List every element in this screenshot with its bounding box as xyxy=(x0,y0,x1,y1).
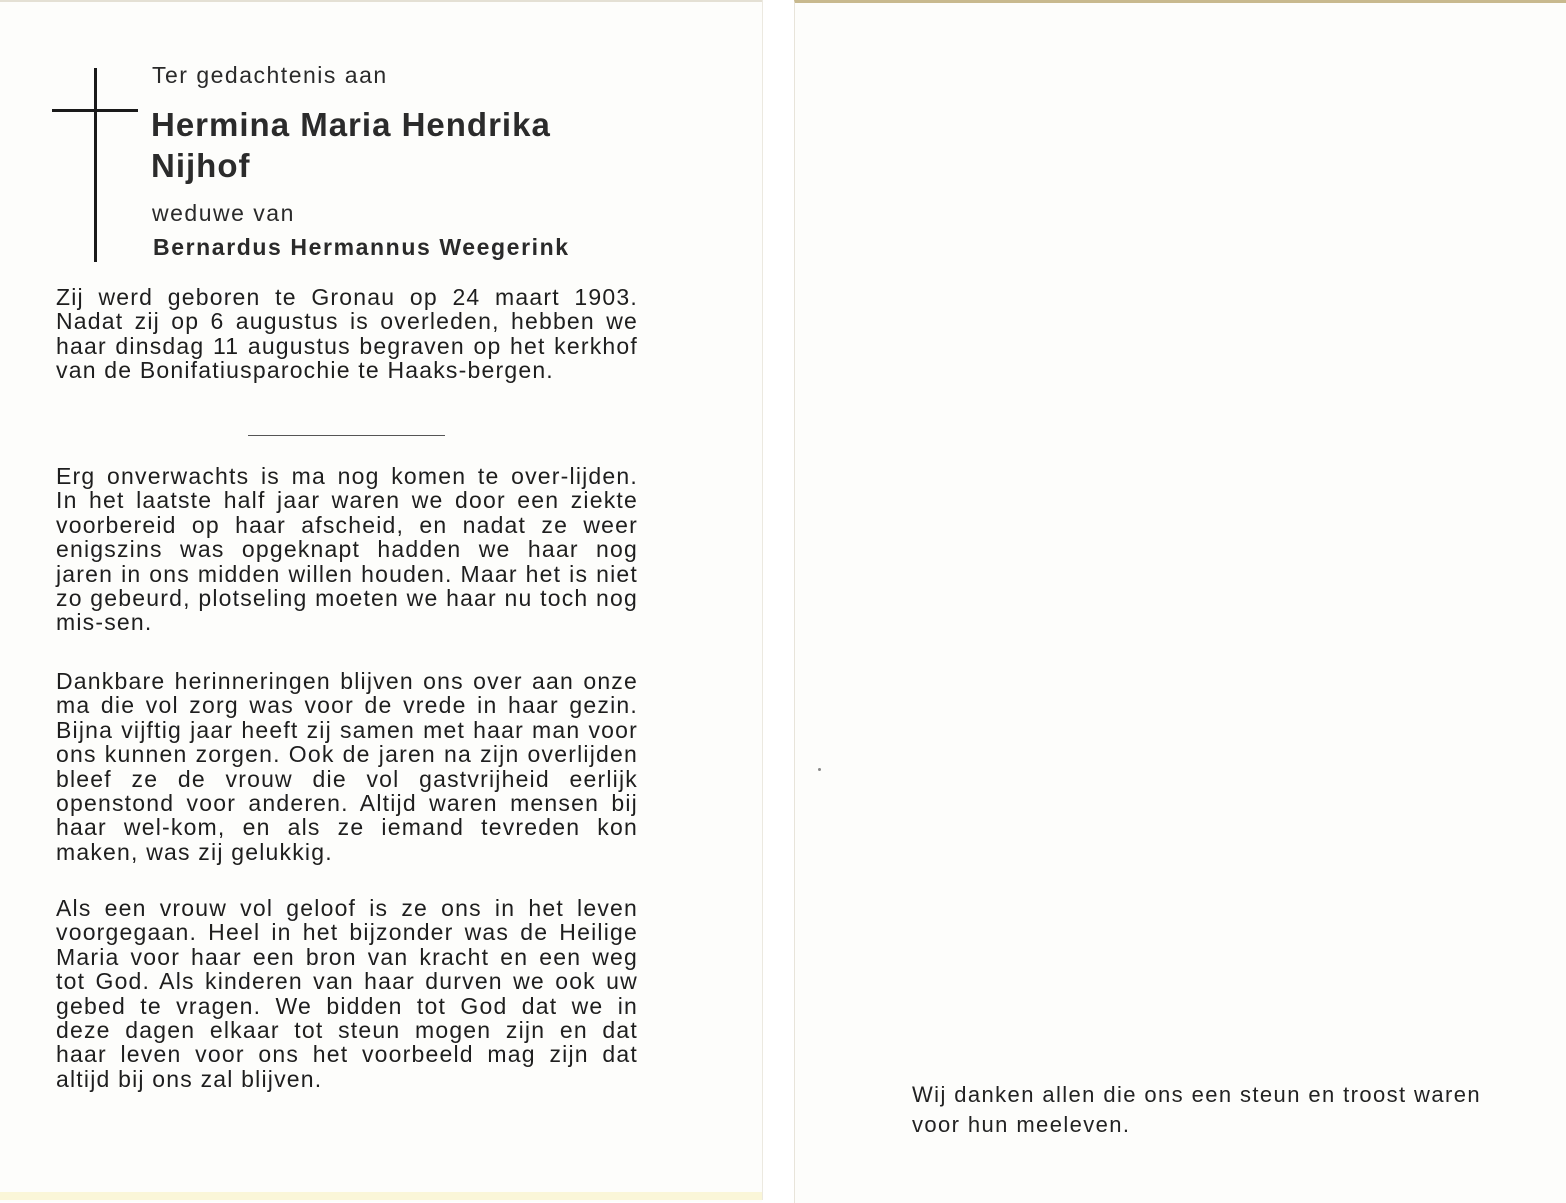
widow-label: weduwe van xyxy=(152,200,295,226)
memorial-intro: Ter gedachtenis aan xyxy=(152,62,388,88)
right-card-page xyxy=(794,0,1566,1203)
deceased-name xyxy=(151,104,551,186)
thanks-note: Wij danken allen die ons een steun en troost waren voor hun meeleven. xyxy=(912,1082,1481,1137)
birth-death-paragraph: Zij werd geboren te Gronau op 24 maart 1903. Nadat zij op 6 augustus is overleden, hebben we haar dinsdag 11 augustus begraven op het kerkhof van de Bonifatiusparochie te Haaks-bergen. xyxy=(56,284,638,384)
card-fold-gap xyxy=(762,0,795,1200)
tribute-paragraph-3: Als een vrouw vol geloof is ze ons in het leven voorgegaan. Heel in het bijzonder was de Heilige Maria voor haar een bron van kracht en een weg tot God. Als kinderen van haar durven we ook uw gebed te vragen. We bidden tot God dat we in deze dagen elkaar tot steun mogen zijn en dat haar leven voor ons het voorbeeld mag zijn dat altijd bij ons zal blijven. xyxy=(56,895,638,1092)
paper-bottom-edge xyxy=(0,1192,762,1200)
deceased-name-line1: Hermina Maria Hendrika xyxy=(151,106,551,143)
tribute-paragraph-2: Dankbare herinneringen blijven ons over aan onze ma die vol zorg was voor de vrede in haar gezin. Bijna vijftig jaar heeft zij samen met haar man voor ons kunnen zorgen. Ook de jaren na zijn overlijden bleef ze de vrouw die vol gastvrijheid eerlijk openstond voor anderen. Altijd waren mensen bij haar wel-kom, en als ze iemand tevreden kon maken, was zij gelukkig. xyxy=(56,668,638,865)
cross-icon-horizontal xyxy=(52,109,138,112)
spouse-name: Bernardus Hermannus Weegerink xyxy=(153,234,570,260)
cross-icon-vertical xyxy=(94,68,97,262)
section-divider xyxy=(248,435,445,436)
paper-speck xyxy=(818,768,821,771)
deceased-name-line2: Nijhof xyxy=(151,147,251,184)
tribute-paragraph-1: Erg onverwachts is ma nog komen te over-lijden. In het laatste half jaar waren we door een ziekte voorbereid op haar afscheid, en nadat ze weer enigszins was opgeknapt hadden we haar nog jaren in ons midden willen houden. Maar het is niet zo gebeurd, plotseling moeten we haar nu toch nog mis-sen. xyxy=(56,463,638,636)
